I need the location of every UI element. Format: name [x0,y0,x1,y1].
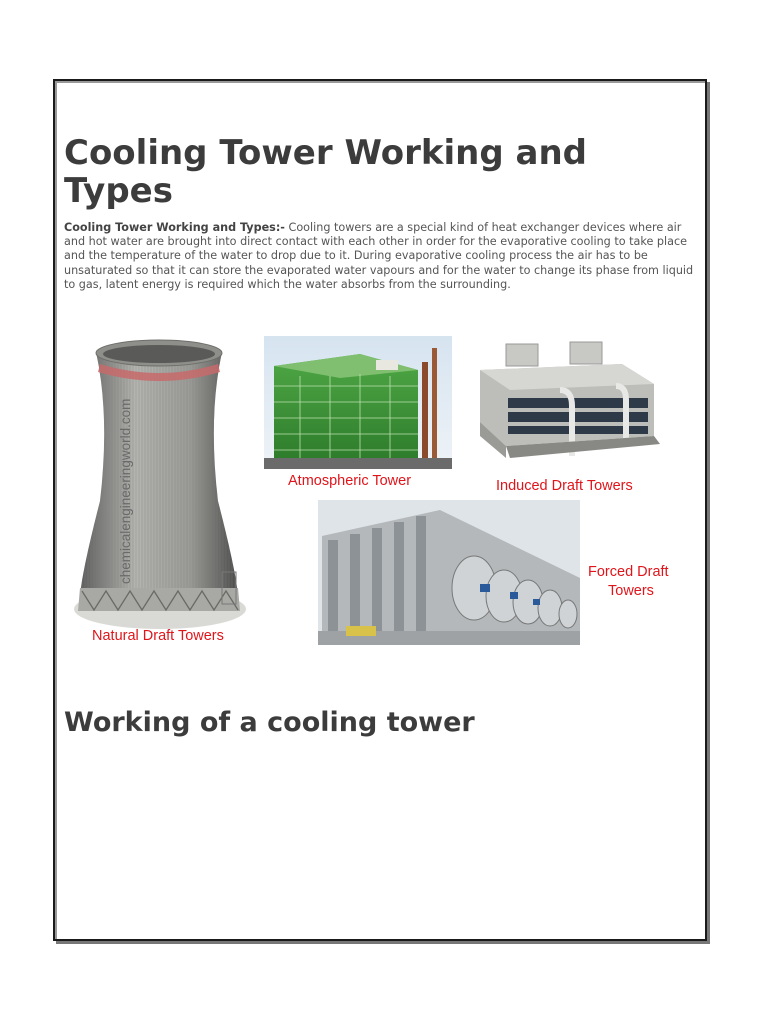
intro-lead: Cooling Tower Working and Types:- [64,221,285,234]
caption-natural-draft: Natural Draft Towers [92,628,224,644]
intro-body: Cooling towers are a special kind of heat exchanger devices where air and hot water are brought into direct contact with each other in order for the evaporative cooling to take place and the temperature of the water to drop due to it. During evaporative cooling process the air has to be unsaturated so that it can store the evaporated water vapours and for the water to change its phase from liquid to gas, latent energy is required which the water absorbs from the surrounding. [64,221,694,291]
atmospheric-tower-image [264,336,452,469]
forced-draft-tower-image [318,500,580,645]
page-title: Cooling Tower Working and Types [64,133,588,211]
caption-forced-draft-line2: Towers [608,583,654,599]
figure-watermark: chemicalengineeringworld.com [118,398,133,584]
caption-forced-draft-line1: Forced Draft [588,564,669,580]
cooling-tower-types-figure [60,326,700,652]
intro-paragraph [64,221,694,292]
section-heading: Working of a cooling tower [64,707,475,738]
induced-draft-tower-image [480,342,660,458]
caption-induced-draft: Induced Draft Towers [496,478,633,494]
caption-atmospheric: Atmospheric Tower [288,473,412,489]
natural-draft-tower-image [74,340,246,629]
